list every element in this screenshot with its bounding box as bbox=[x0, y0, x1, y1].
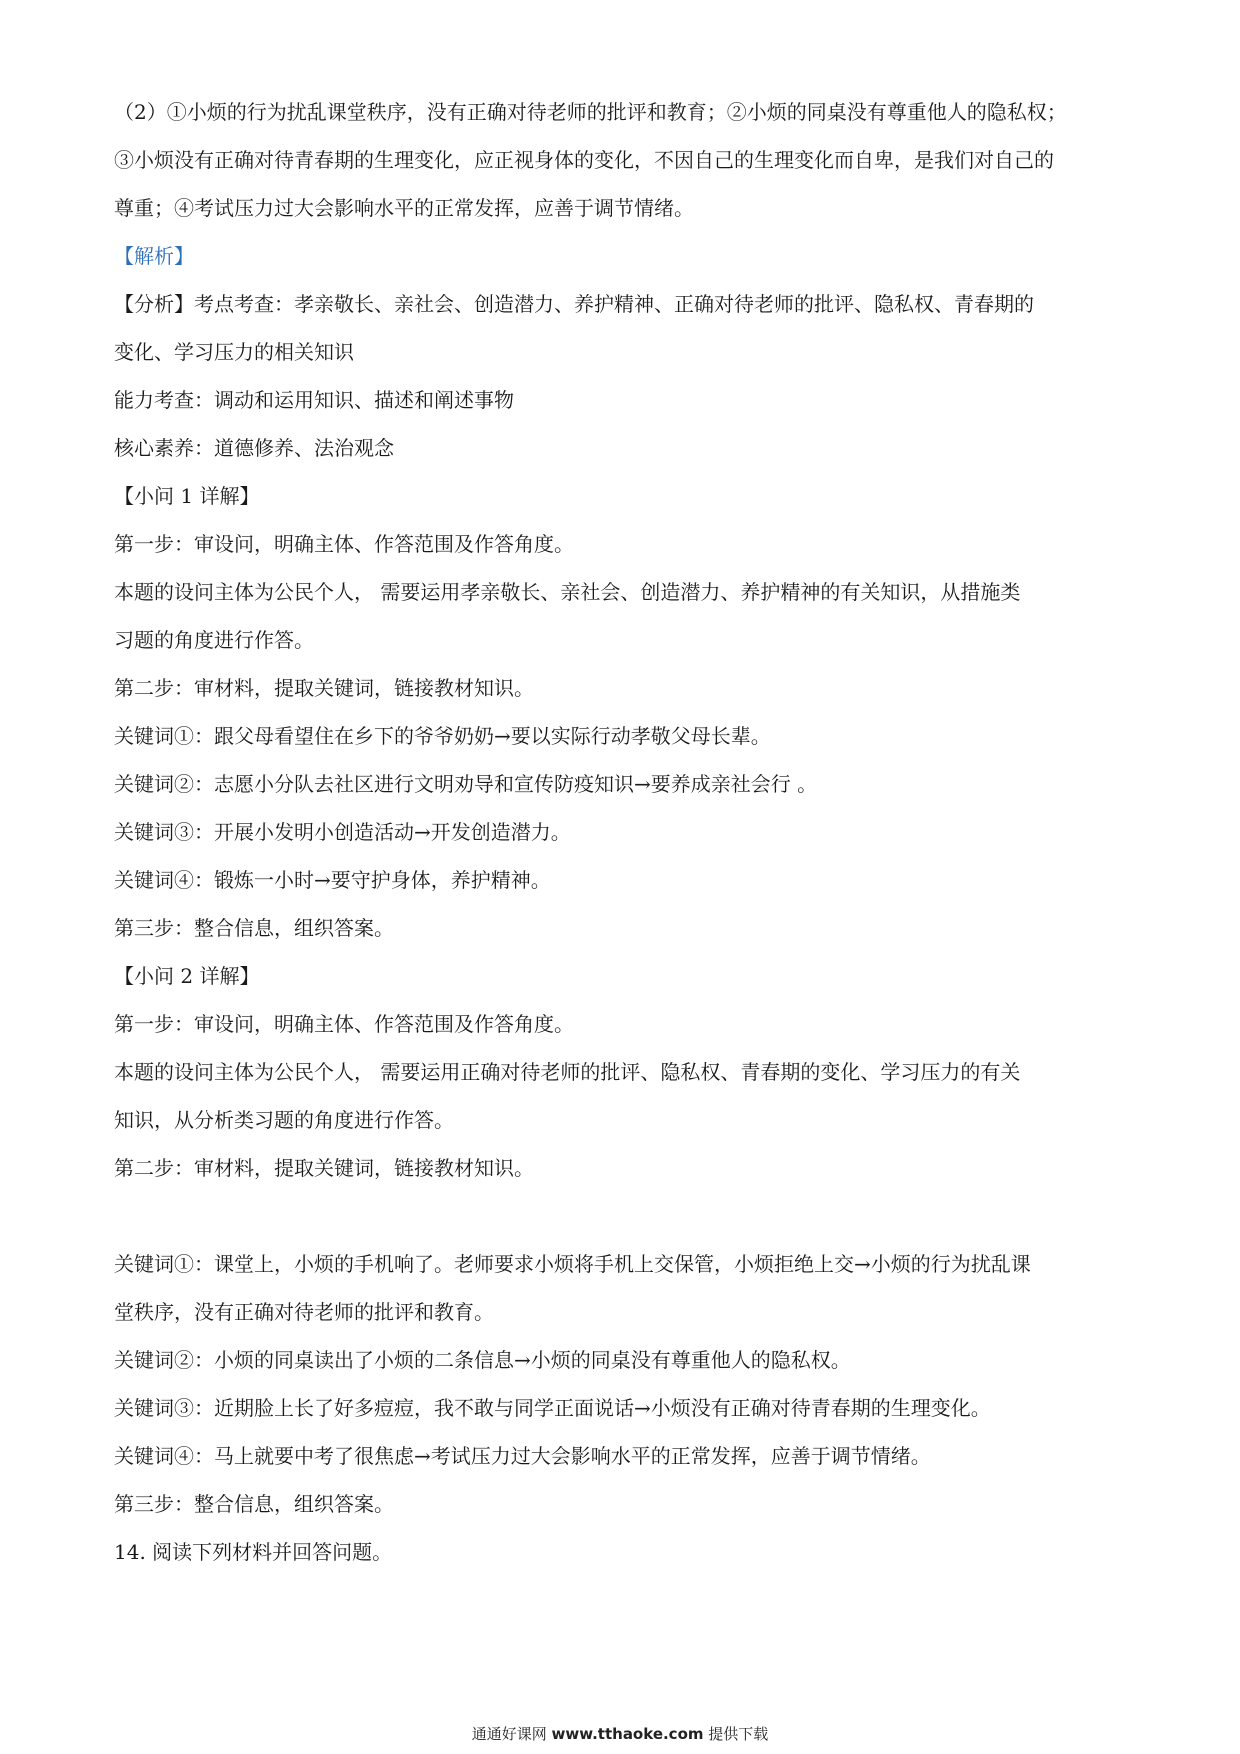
q2-heading: 【小问 2 详解】 bbox=[114, 964, 260, 988]
q1-keyword-2: 关键词②：志愿小分队去社区进行文明劝导和宣传防疫知识→要养成亲社会行 。 bbox=[114, 772, 818, 796]
q2-keyword-1-line-2: 堂秩序，没有正确对待老师的批评和教育。 bbox=[114, 1300, 494, 1324]
footer-url-link[interactable]: www.tthaoke.com bbox=[551, 1725, 704, 1743]
q2-step2: 第二步：审材料，提取关键词，链接教材知识。 bbox=[114, 1156, 534, 1180]
q1-step1: 第一步：审设问，明确主体、作答范围及作答角度。 bbox=[114, 532, 574, 556]
page-footer bbox=[0, 1724, 1240, 1744]
q2-keyword-4: 关键词④：马上就要中考了很焦虑→考试压力过大会影响水平的正常发挥，应善于调节情绪。 bbox=[114, 1444, 931, 1468]
q2-keyword-1-line-1: 关键词①：课堂上，小烦的手机响了。老师要求小烦将手机上交保管，小烦拒绝上交→小烦的行为扰乱课 bbox=[114, 1252, 1031, 1276]
q1-keyword-1: 关键词①：跟父母看望住在乡下的爷爷奶奶→要以实际行动孝敬父母长辈。 bbox=[114, 724, 771, 748]
footer-suffix: 提供下载 bbox=[708, 1725, 769, 1743]
q2-step1: 第一步：审设问，明确主体、作答范围及作答角度。 bbox=[114, 1012, 574, 1036]
q2-subject-line-2: 知识，从分析类习题的角度进行作答。 bbox=[114, 1108, 454, 1132]
q1-step3: 第三步：整合信息，组织答案。 bbox=[114, 916, 394, 940]
q2-subject-line-1: 本题的设问主体为公民个人， 需要运用正确对待老师的批评、隐私权、青春期的变化、学习压力的有关 bbox=[114, 1060, 1021, 1084]
q1-step2: 第二步：审材料，提取关键词，链接教材知识。 bbox=[114, 676, 534, 700]
q1-keyword-4: 关键词④：锻炼一小时→要守护身体，养护精神。 bbox=[114, 868, 551, 892]
answer-line-3: 尊重；④考试压力过大会影响水平的正常发挥，应善于调节情绪。 bbox=[114, 196, 694, 220]
next-question-line: 14. 阅读下列材料并回答问题。 bbox=[114, 1540, 393, 1564]
q2-keyword-2: 关键词②：小烦的同桌读出了小烦的二条信息→小烦的同桌没有尊重他人的隐私权。 bbox=[114, 1348, 851, 1372]
analysis-line-1: 【分析】考点考查：孝亲敬长、亲社会、创造潜力、养护精神、正确对待老师的批评、隐私权、青春期的 bbox=[114, 292, 1034, 316]
q1-subject-line-1: 本题的设问主体为公民个人， 需要运用孝亲敬长、亲社会、创造潜力、养护精神的有关知识，从措施类 bbox=[114, 580, 1021, 604]
ability-line: 能力考查：调动和运用知识、描述和阐述事物 bbox=[114, 388, 514, 412]
q2-keyword-3: 关键词③：近期脸上长了好多痘痘，我不敢与同学正面说话→小烦没有正确对待青春期的生理变化。 bbox=[114, 1396, 991, 1420]
answer-line-1: （2）①小烦的行为扰乱课堂秩序，没有正确对待老师的批评和教育；②小烦的同桌没有尊重他人的隐私权； bbox=[114, 100, 1067, 124]
q1-subject-line-2: 习题的角度进行作答。 bbox=[114, 628, 314, 652]
answer-line-2: ③小烦没有正确对待青春期的生理变化，应正视身体的变化，不因自己的生理变化而自卑，是我们对自己的 bbox=[114, 148, 1054, 172]
q1-heading: 【小问 1 详解】 bbox=[114, 484, 260, 508]
footer-site-name: 通通好课网 bbox=[471, 1725, 547, 1743]
jiexi-label: 【解析】 bbox=[114, 244, 194, 268]
analysis-line-2: 变化、学习压力的相关知识 bbox=[114, 340, 354, 364]
core-literacy-line: 核心素养：道德修养、法治观念 bbox=[114, 436, 394, 460]
q1-keyword-3: 关键词③：开展小发明小创造活动→开发创造潜力。 bbox=[114, 820, 571, 844]
q2-step3: 第三步：整合信息，组织答案。 bbox=[114, 1492, 394, 1516]
